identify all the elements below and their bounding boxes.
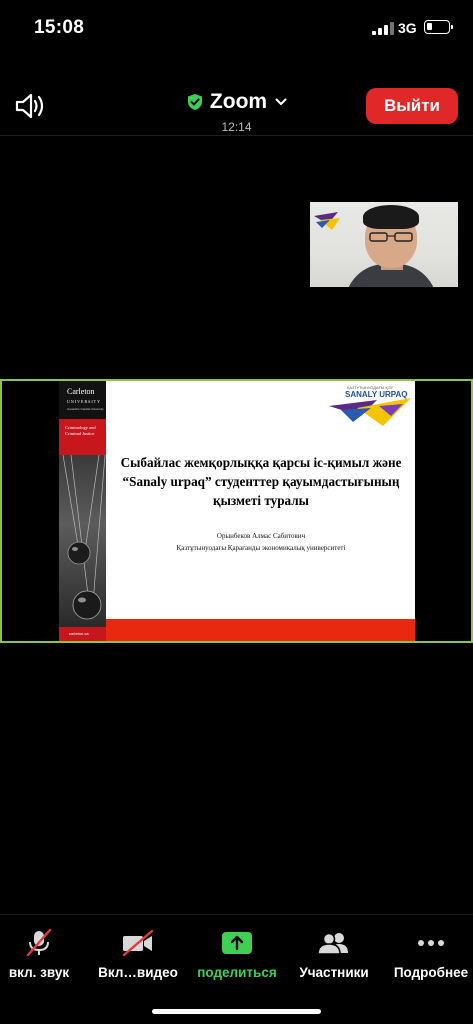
slide-organization: Қазтұтынуодағы Қарағанды экономикалық университеті [176,544,346,552]
participant-hair [363,205,419,229]
leave-button[interactable]: Выйти [366,88,458,124]
more-icon [415,929,447,957]
chevron-down-icon [275,98,287,106]
unmute-button[interactable] [6,929,72,989]
status-time: 15:08 [34,17,85,38]
book-cover [59,381,106,641]
start-video-label: Вкл…видео [98,965,178,980]
book-tagline: Canada's Capital University [67,407,104,411]
self-video-thumbnail[interactable] [310,202,458,287]
home-indicator[interactable] [152,1009,321,1014]
participants-icon [317,929,351,957]
wall-logo [312,210,342,232]
svg-text:SANALY URPAQ: SANALY URPAQ [345,390,408,399]
shield-check-icon [186,93,204,111]
battery-level [427,23,432,30]
book-program-band [59,419,106,455]
slide-title: Сыбайлас жемқорлыққа қарсы іс-қимыл және “Sanaly urpaq” студенттер қауымдастығының қызметі туралы [120,455,402,508]
pendulum-image [59,455,106,627]
battery-icon [424,20,450,34]
book-header [59,381,106,419]
svg-text:ҚАЗТҰТЫНУОДАҒЫ ҚЭУ: ҚАЗТҰТЫНУОДАҒЫ ҚЭУ [347,385,394,390]
participants-label: Участники [299,965,369,980]
meeting-toolbar [0,914,473,1024]
book-url: carleton.ca [69,631,89,636]
share-screen-button[interactable] [195,929,279,989]
share-screen-label: поделиться [197,965,277,980]
start-video-button[interactable] [97,929,179,989]
meeting-header [0,80,473,136]
shared-screen[interactable] [0,379,473,643]
glasses [368,232,414,242]
meeting-duration: 12:14 [221,120,252,134]
book-footer [59,627,106,641]
participants-button[interactable] [296,929,372,989]
share-screen-icon [221,929,253,957]
book-program: Criminology and Criminal Justice [65,425,96,436]
network-type: 3G [398,20,417,36]
slide-author: Орынбеков Алмас Сабитович [216,532,306,540]
unmute-label: вкл. звук [8,965,70,980]
slide-accent-bar [106,619,415,641]
sanaly-urpaq-logo [327,382,413,428]
signal-icon [372,22,394,35]
book-university: Carleton UNIVERSITY [67,387,101,404]
more-button[interactable] [391,929,471,989]
more-label: Подробнее [393,965,469,980]
video-off-icon [121,929,155,957]
status-bar [0,0,473,56]
book-photo [59,455,106,627]
presentation-slide [59,381,415,641]
app-title: Zoom [209,90,268,113]
muted-microphone-icon [23,929,55,957]
